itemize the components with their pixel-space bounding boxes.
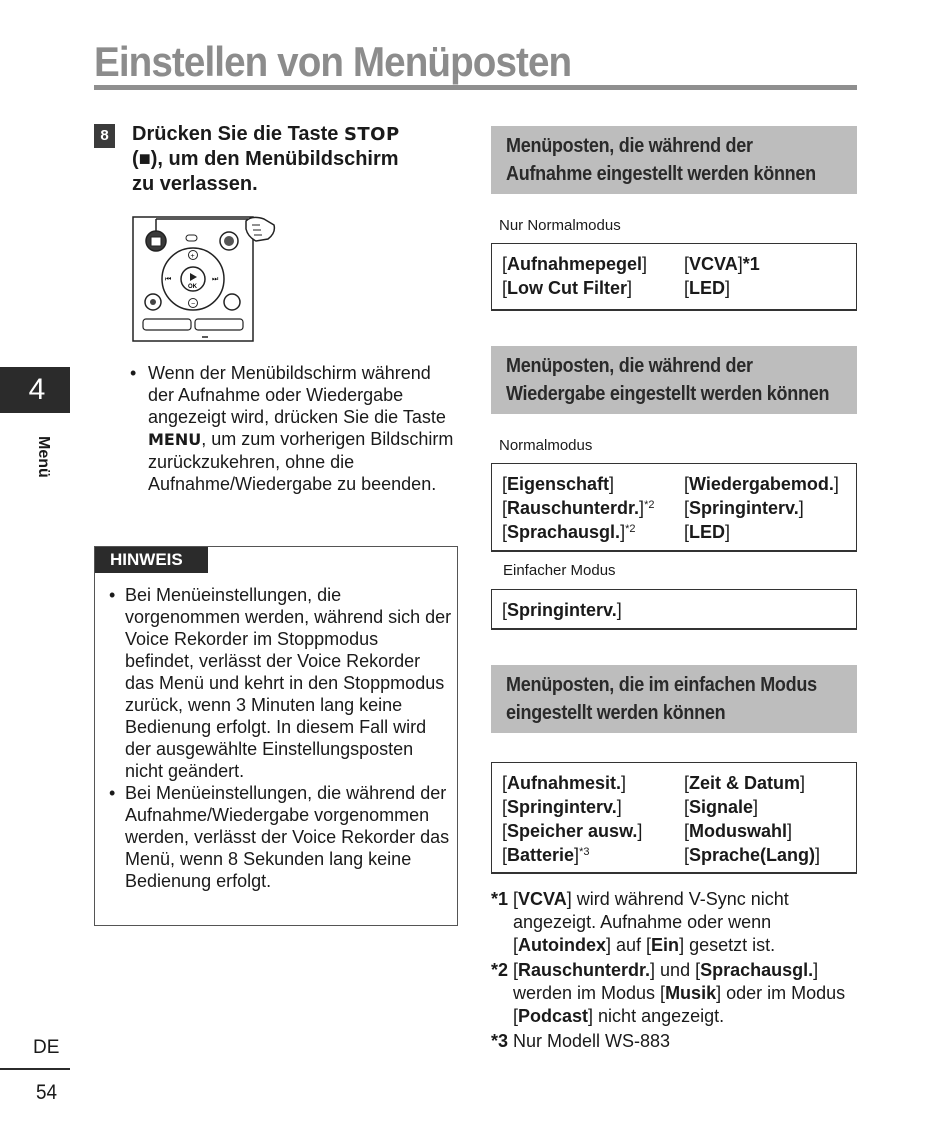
menu-item: [VCVA]*1 bbox=[684, 254, 760, 274]
footnote-mark: *3 bbox=[491, 1031, 509, 1051]
heading-line: eingestellt werden können bbox=[506, 702, 726, 724]
heading-line: Menüposten, die während der bbox=[506, 135, 753, 157]
menu-item: [Zeit & Datum] bbox=[684, 773, 806, 793]
tip-text-pre: Wenn der Menübildschirm während der Aufnahme oder Wiedergabe angezeigt wird, drücken Sie die Taste bbox=[148, 363, 446, 427]
page-title: Einstellen von Menüposten bbox=[94, 38, 572, 85]
menu-item: [Aufnahmesit.] bbox=[502, 773, 627, 793]
step-number-badge: 8 bbox=[94, 124, 115, 148]
heading-line: Menüposten, die im einfachen Modus bbox=[506, 674, 817, 696]
footnote-text: Nur Modell WS-883 bbox=[513, 1031, 671, 1051]
footnotes bbox=[491, 888, 857, 1055]
menu-item: [Eigenschaft] bbox=[502, 474, 615, 494]
normal-mode-label: Normalmodus bbox=[499, 437, 593, 454]
tip-text-post: , um zum vorherigen Bildschirm zurückzukehren, ohne die Aufnahme/Wiedergabe zu beenden. bbox=[148, 429, 454, 494]
menu-item: [Aufnahmepegel] bbox=[502, 254, 648, 274]
recording-menu-heading bbox=[491, 126, 857, 194]
title-underline bbox=[94, 85, 857, 90]
footnote-2: *2 [Rauschunterdr.] und [Sprachausgl.] werden im Modus [Musik] oder im Modus [Podcast] nicht angezeigt. bbox=[491, 960, 846, 1026]
recorder-buttons-illustration bbox=[132, 213, 277, 343]
simple-mode-items-box bbox=[491, 762, 857, 874]
note-list bbox=[107, 584, 452, 892]
menu-item: [Wiedergabemod.] bbox=[684, 474, 839, 494]
menu-item: [Moduswahl] bbox=[684, 821, 793, 841]
page-number: 54 bbox=[36, 1081, 58, 1104]
menu-item: [LED] bbox=[684, 522, 731, 542]
note-item: • Bei Menüeinstellungen, die vorgenommen werden, während sich der Voice Rekorder im Stoppmodus befindet, verlässt der Voice Rekorder das Menü und kehrt in den Stoppmodus zurück, wenn 3 Minuten lang keine Bedienung erfolgt. In diesem Fall wird der ausgewählte Einstellungsposten nicht geändert. bbox=[107, 584, 452, 782]
recording-items-box bbox=[491, 243, 857, 311]
menu-item: [Batterie]$^{*3}$ bbox=[502, 845, 590, 865]
step-text-line1: Drücken Sie die Taste bbox=[132, 123, 344, 145]
chapter-side-label: Menü bbox=[35, 436, 52, 478]
playback-simple-items-box bbox=[491, 589, 857, 630]
svg-text:⏭: ⏭ bbox=[212, 275, 219, 283]
footer-rule bbox=[0, 1068, 70, 1070]
menu-key-tip bbox=[130, 362, 460, 495]
menu-item: [Springinterv.] bbox=[502, 600, 622, 620]
heading-line: Wiedergabe eingestellt werden können bbox=[506, 383, 830, 405]
note-item: • Bei Menüeinstellungen, die während der Aufnahme/Wiedergabe vorgenommen werden, verlässt der Voice Rekorder das Menü, wenn 8 Sekunden lang keine Bedienung erfolgt. bbox=[107, 782, 452, 892]
menu-item: [Sprache(Lang)] bbox=[684, 845, 821, 865]
stop-key-label: STOP bbox=[343, 124, 400, 145]
note-heading: HINWEIS bbox=[95, 547, 208, 573]
step-instruction bbox=[132, 122, 452, 197]
playback-normal-items-box bbox=[491, 463, 857, 552]
svg-text:+: + bbox=[190, 253, 195, 260]
menu-item: [LED] bbox=[684, 278, 731, 298]
menu-item: [Speicher ausw.] bbox=[502, 821, 643, 841]
simple-mode-menu-heading bbox=[491, 665, 857, 733]
heading-line: Menüposten, die während der bbox=[506, 355, 753, 377]
note-box bbox=[94, 546, 458, 926]
step-text-line2: (■), um den Menübildschirm bbox=[132, 148, 399, 170]
bullet-dot: • bbox=[130, 363, 137, 383]
step-text-line3: zu verlassen. bbox=[132, 173, 258, 195]
menu-key-label: MENU bbox=[148, 430, 202, 449]
chapter-tab: 4 bbox=[0, 367, 70, 413]
menu-item: [Sprachausgl.]$^{*2}$ bbox=[502, 522, 636, 542]
svg-text:−: − bbox=[191, 301, 196, 308]
svg-text:OK: OK bbox=[188, 284, 197, 290]
menu-item: [Signale] bbox=[684, 797, 759, 817]
heading-line: Aufnahme eingestellt werden können bbox=[506, 163, 816, 185]
footnote-mark: *1 bbox=[491, 889, 509, 909]
svg-text:⏮: ⏮ bbox=[165, 275, 172, 283]
menu-item: [Springinterv.] bbox=[502, 797, 622, 817]
footnote-3 bbox=[491, 1030, 857, 1053]
footnote-mark: *2 bbox=[491, 960, 509, 980]
playback-menu-heading bbox=[491, 346, 857, 414]
footnote-1: *1 [VCVA] wird während V-Sync nicht angezeigt. Aufnahme oder wenn [Autoindex] auf [Ein] gesetzt ist. bbox=[491, 889, 789, 955]
simple-mode-label: Einfacher Modus bbox=[503, 562, 616, 579]
language-code: DE bbox=[33, 1037, 60, 1058]
normal-mode-only-label: Nur Normalmodus bbox=[499, 217, 621, 234]
menu-item: [Springinterv.] bbox=[684, 498, 804, 518]
menu-item: [Low Cut Filter] bbox=[502, 278, 633, 298]
menu-item: [Rauschunterdr.]$^{*2}$ bbox=[502, 498, 655, 518]
